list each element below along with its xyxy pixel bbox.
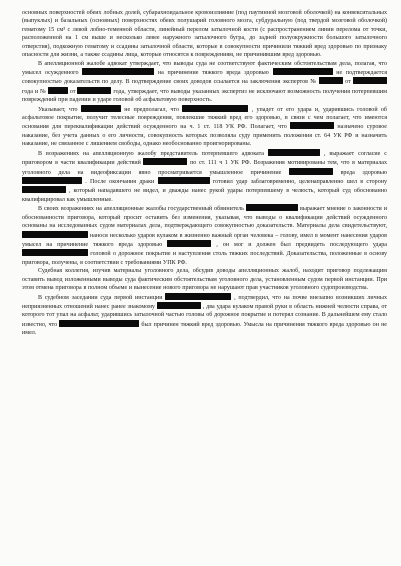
- redaction-block: [59, 320, 139, 327]
- paragraph-text: от: [342, 79, 354, 86]
- paragraph-text: В апелляционной жалобе адвокат утверждает, что выводы суда не соответствуют фактическим обстоятельствам дела, полагая, что умысел осужденного: [22, 60, 387, 76]
- redaction-block: [81, 105, 121, 112]
- paragraph-text: готовил удар заблаговременно, целенаправленно шел в сторону: [209, 179, 387, 186]
- paragraph-text: не предполагал, что: [120, 106, 183, 113]
- paragraph-text: на причинение тяжкого вреда здоровью: [154, 69, 273, 76]
- paragraph-text: основных поверхностей обеих лобных долей, субарахноидальное кровоизлияние (под паутинной мозговой оболочкой) на конвекситальных (выпуклых) и базальных (основных) поверхностях обеих полушарий головного мозга, субдуральную (под твердой мозговой оболочкой) гематому 15 см³ с левой лобно-теменной области, линейный перелом затылочной кости (с распространением линии перелома от точки, расположенной на 1 см выше и несколько левее наружного затылочного бугра, до задней полуокружности большого затылочного отверстия), подкожную гематому и ссадины затылочной области, которые в совокупности причинили тяжкий вред здоровью по признаку опасности для жизни, а также ссадины лица, которые относятся к повреждениям, не причинившим вред здоровью.: [22, 10, 387, 59]
- redaction-block: [353, 77, 387, 84]
- redaction-block: [319, 77, 343, 84]
- redaction-block: [143, 158, 187, 165]
- paragraph-text: от: [67, 88, 78, 95]
- paragraph-text: , который нападавшего не видел, и дважды нанес рукой удары потерпевшему в челюсть, который суд обоснованно квалифицировал как умышленные.: [22, 188, 387, 203]
- redaction-block: [246, 204, 298, 211]
- redaction-block: [182, 105, 248, 112]
- redaction-block: [273, 68, 333, 75]
- paragraph-text: Указывает, что: [38, 106, 81, 113]
- paragraph-text: В своих возражениях на апелляционные жалобы государственный обвинитель: [38, 206, 246, 213]
- redaction-block: [22, 177, 82, 184]
- paragraph-text: вреда здоровью: [332, 169, 387, 176]
- redaction-block: [290, 122, 334, 129]
- redaction-block: [289, 168, 333, 175]
- redaction-block: [22, 249, 88, 256]
- paragraph-text: Судебная коллегия, изучив материалы уголовного дела, обсудив доводы апелляционных жалоб, находит приговор подлежащим оставить вывод изложенными выводы суда фактическим обстоятельствам уголовного дела, установленным судом первой инстанции. При этом отмена приговора в полном объеме и вынесение нового приговора не нарушают прав участников уголовного судопроизводства.: [22, 268, 387, 292]
- redaction-block: [165, 293, 231, 300]
- paragraph-5: [22, 204, 387, 267]
- redaction-block: [157, 302, 201, 309]
- redaction-block: [22, 231, 88, 238]
- paragraph-6: [22, 267, 387, 292]
- paragraph-text: , два удара кулаком правой руки в область нижней челюсти справа, от которого тот упал на асфальт, ударившись затылочной частью головы об дорожное покрытие и потерял сознание. В дальнейшем ему стало известно, что: [22, 303, 388, 328]
- paragraph-3: [22, 105, 387, 149]
- paragraph-text: головой о дорожное покрытие и наступления столь тяжких последствий. Доказательства, положенные в основу приговора, получены, в соответствии с требованиями УПК РФ.: [22, 251, 387, 266]
- paragraph-text: , упадет от его удара и, ударившись головой об асфальтовое покрытие, получит телесные повреждения, повлекшие тяжкий вред его здоровью, в связи с чем полагает, что имеются основания для переквалификации действий осужденного на ч. 1 ст. 118 УК РФ. Полагает, что: [22, 106, 387, 131]
- paragraph-text: не подтверждается совокупностью доказательств по делу. В подтверждение своих доводов ссылается на заключения экспертов №: [22, 69, 387, 86]
- paragraph-text: был причинен тяжкий вред здоровью. Умысла на причинения тяжкого вреда здоровью он не имел.: [22, 321, 387, 337]
- paragraph-7: [22, 293, 387, 338]
- redaction-block: [167, 240, 211, 247]
- paragraph-text: по ст. 111 ч 1 УК РФ. Возражения мотивированы тем, что в материалах уголовного дела на видеофиксации явно просматривается умышленное причинение: [22, 160, 387, 176]
- paragraph-text: В возражениях на апелляционную жалобу представитель потерпевшего адвоката: [38, 150, 268, 157]
- redaction-block: [22, 186, 66, 193]
- redaction-block: [158, 177, 210, 184]
- paragraph-text: назначено суровое наказание, без учета данных о его личности, совокупность которых позволяла суду применить положения ст. 64 УК РФ и назначить наказание, не связанное с лишением свободы, однако необоснованно проигнорированы.: [22, 124, 387, 148]
- paragraph-text: выражает мнение о законности и обоснованности приговора, который просит оставить без изменения, указывая, что выводы о квалификации действий осужденного основаны на исследованных судом материалах дела, подтверждающего совокупностью доказательств. Материалы дела свидетельствуют,: [22, 206, 387, 230]
- paragraph-text: года, утверждает, что выводы указанных экспертиз не исключают возможность получения потерпевшим повреждений при падении и ударе головой об асфальтовую поверхность.: [22, 88, 387, 104]
- paragraph-text: , подтвердил, что на почве внезапно возникших личных неприязненных отношений нанес ранее знакомому: [22, 294, 387, 310]
- paragraph-2: [22, 60, 387, 105]
- paragraph-text: года и №: [22, 88, 48, 95]
- paragraph-1: [22, 9, 387, 60]
- redaction-block: [268, 149, 320, 156]
- paragraph-4: [22, 149, 387, 205]
- redaction-block: [82, 68, 154, 75]
- redaction-block: [77, 87, 111, 94]
- paragraph-text: нанося несколько ударов кулаком в жизненно важный орган человека – голову, имел в момент нанесения ударов умысел на причинение тяжкого вреда здоровью: [22, 232, 387, 248]
- redaction-block: [48, 87, 68, 94]
- paragraph-text: , выражает согласие с приговором в части квалификации действий: [22, 150, 387, 167]
- paragraph-text: . После окончания драки: [82, 179, 158, 186]
- paragraph-text: В судебном заседании суда первой инстанции: [38, 294, 166, 301]
- document-body: [22, 9, 387, 338]
- paragraph-text: , он мог и должен был предвидеть последующего удара: [211, 241, 387, 248]
